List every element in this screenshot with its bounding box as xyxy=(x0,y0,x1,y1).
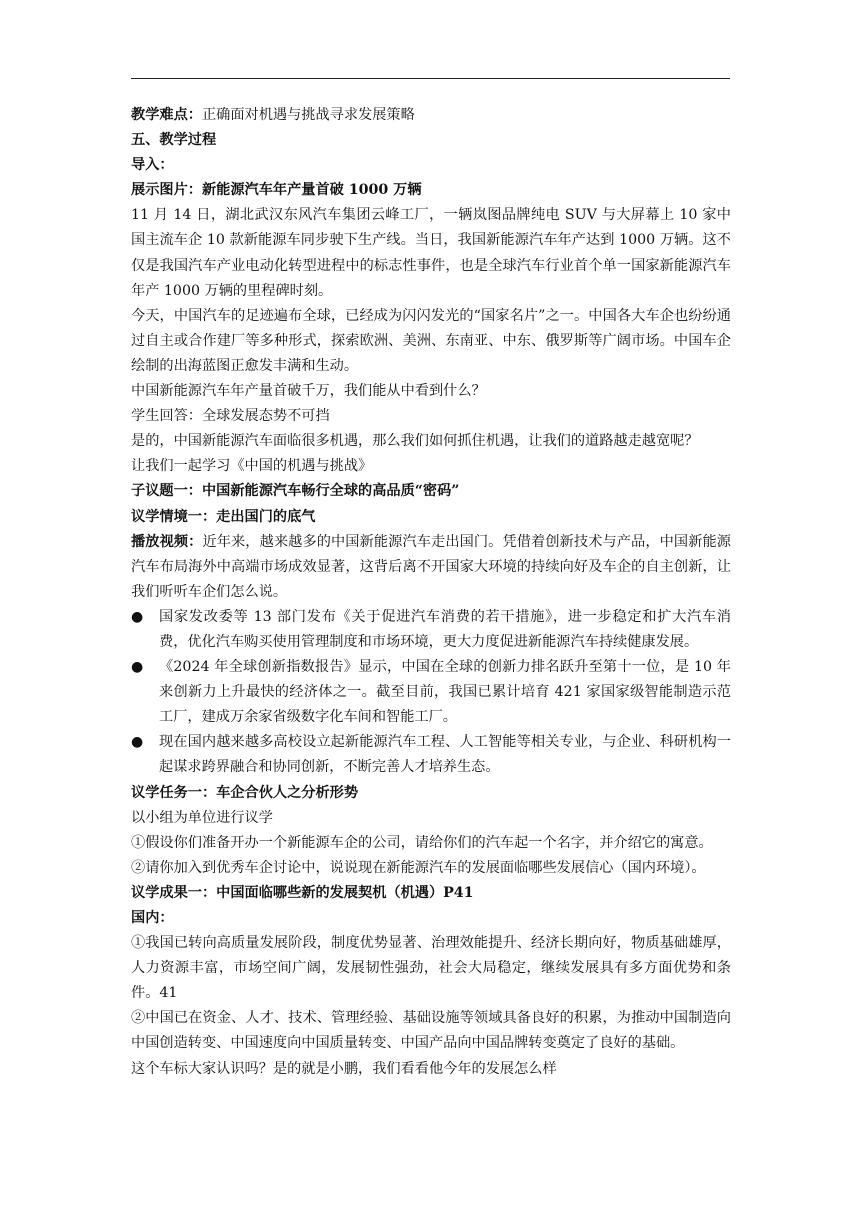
task-1-heading: 议学任务一：车企合伙人之分析形势 xyxy=(131,784,359,801)
bullet-dot-icon: ● xyxy=(131,734,144,751)
group-note: 以小组为单位进行议学 xyxy=(131,809,273,826)
transition-2: 让我们一起学习《中国的机遇与挑战》 xyxy=(131,458,373,475)
scenario-1: 议学情境一：走出国门的底气 xyxy=(131,508,316,525)
section-five-heading: 五、教学过程 xyxy=(131,132,217,149)
bullet-item xyxy=(131,605,731,655)
video-label: 播放视频： xyxy=(131,533,203,550)
paragraph-2: 今天，中国汽车的足迹遍布全球，已经成为闪闪发光的“国家名片”之一。中国各大车企也纷纷通过自主或合作建厂等多种形式，探索欧洲、美洲、东南亚、中东、俄罗斯等广阔市场。中国车企绘制的出海蓝图正愈发丰满和生动。 xyxy=(131,307,731,374)
bullet-dot-icon: ● xyxy=(131,659,144,676)
bullet-dot-icon: ● xyxy=(131,608,144,625)
video-paragraph xyxy=(131,530,731,605)
paragraph-1: 11 月 14 日，湖北武汉东风汽车集团云峰工厂，一辆岚图品牌纯电 SUV 与大屏幕上 10 家中国主流车企 10 款新能源车同步驶下生产线。当日，我国新能源汽车年产达到 1000 万辆。这不仅是我国汽车产业电动化转型进程中的标志性事件，也是全球汽车行业首个单一国家新能源汽车年产 1000 万辆的里程碑时刻。 xyxy=(131,207,731,299)
bullet-text: 《2024 年全球创新指数报告》显示，中国在全球的创新力排名跃升至第十一位，是 10 年来创新力上升最快的经济体之一。截至目前，我国已累计培育 421 家国家级智能制造示范工厂，建成万余家省级数字化车间和智能工厂。 xyxy=(159,659,731,726)
difficulty-text: 正确面对机遇与挑战寻求发展策略 xyxy=(201,107,415,123)
bullet-item xyxy=(131,730,731,780)
transition-1: 是的，中国新能源汽车面临很多机遇，那么我们如何抓住机遇，让我们的道路越走越宽呢？ xyxy=(131,433,699,450)
document-body xyxy=(131,103,731,1082)
result-item-2: ②中国已在资金、人才、技术、管理经验、基础设施等领域具备良好的积累，为推动中国制造向中国创造转变、中国速度向中国质量转变、中国产品向中国品牌转变奠定了良好的基础。 xyxy=(131,1010,731,1052)
domestic-heading: 国内： xyxy=(131,910,174,926)
result-1-heading: 议学成果一：中国面临哪些新的发展契机（机遇）P41 xyxy=(131,884,474,901)
task-item-2: ②请你加入到优秀车企讨论中，说说现在新能源汽车的发展面临哪些发展信心（国内环境）。 xyxy=(131,859,706,876)
bullet-text: 现在国内越来越多高校设立起新能源汽车工程、人工智能等相关专业，与企业、科研机构一起谋求跨界融合和协同创新，不断完善人才培养生态。 xyxy=(159,734,731,776)
difficulty-label: 教学难点： xyxy=(131,107,202,123)
student-answer: 学生回答：全球发展态势不可挡 xyxy=(131,408,330,425)
video-text: 近年来，越来越多的中国新能源汽车走出国门。凭借着创新技术与产品，中国新能源汽车布局海外中高端市场成效显著，这背后离不开国家大环境的持续向好及车企的自主创新，让我们听听车企们怎么说。 xyxy=(131,533,731,600)
closing-line: 这个车标大家认识吗？是的就是小鹏，我们看看他今年的发展怎么样 xyxy=(131,1060,557,1077)
task-item-1: ①假设你们准备开办一个新能源车企的公司，请给你们的汽车起一个名字，并介绍它的寓意。 xyxy=(131,834,713,851)
result-item-1: ①我国已转向高质量发展阶段，制度优势显著、治理效能提升、经济长期向好，物质基础雄厚，人力资源丰富，市场空间广阔，发展韧性强劲，社会大局稳定，继续发展具有多方面优势和条件。41 xyxy=(131,935,731,1002)
header-rule xyxy=(131,78,730,79)
intro-heading: 导入： xyxy=(131,157,174,174)
show-image-heading: 展示图片：新能源汽车年产量首破 1000 万辆 xyxy=(131,182,422,199)
question-1: 中国新能源汽车年产量首破千万，我们能从中看到什么？ xyxy=(131,383,486,400)
sub-topic-1: 子议题一：中国新能源汽车畅行全球的高品质“密码” xyxy=(131,483,460,500)
difficulty-line xyxy=(131,103,731,128)
bullet-item xyxy=(131,655,731,730)
bullet-text: 国家发改委等 13 部门发布《关于促进汽车消费的若干措施》，进一步稳定和扩大汽车消费，优化汽车购买使用管理制度和市场环境，更大力度促进新能源汽车持续健康发展。 xyxy=(159,608,731,650)
